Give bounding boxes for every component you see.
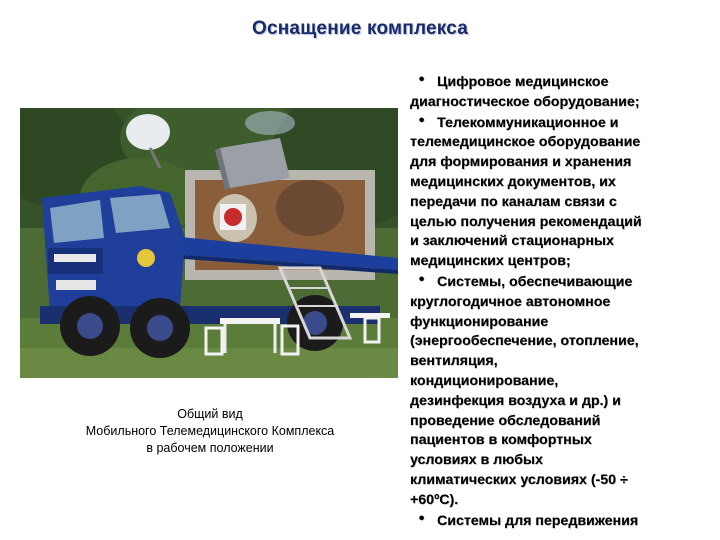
bullet-text: Цифровое медицинское: [437, 74, 609, 90]
mobile-medical-truck-illustration: [20, 108, 398, 378]
bullet-text: для формирования и хранения: [410, 154, 632, 171]
bullet-text: вентиляция,: [410, 353, 498, 370]
bullet-text: целью получения рекомендаций: [410, 213, 642, 230]
bullet-text: функционирование: [410, 313, 549, 330]
bullet-item: [410, 511, 715, 532]
bullet-icon: •: [418, 111, 425, 129]
bullet-text: медицинских центров;: [410, 253, 571, 270]
bullet-text: диагностическое оборудование;: [410, 93, 640, 110]
bullet-item: [410, 272, 715, 511]
caption-line: Мобильного Телемедицинского Комплекса: [85, 424, 335, 438]
equipment-bullet-list: [410, 72, 715, 531]
bullet-text: (энергообеспечение, отопление,: [410, 333, 639, 350]
bullet-text: Системы, обеспечивающие: [437, 273, 633, 290]
bullet-text: климатических условиях (-50 ÷: [410, 471, 628, 488]
bullet-item: [410, 72, 715, 113]
bullet-text: условиях в любых: [410, 452, 543, 469]
bullet-icon: •: [418, 509, 425, 527]
bullet-text: круглогодичное автономное: [410, 293, 611, 310]
caption-line: Общий вид: [177, 407, 243, 421]
bullet-text: медицинских документов, их: [410, 173, 616, 190]
bullet-icon: •: [418, 71, 425, 88]
bullet-text: проведение обследований: [410, 412, 601, 429]
bullet-text: пациентов в комфортных: [410, 432, 592, 449]
bullet-text: Телекоммуникационное и: [437, 114, 619, 131]
bullet-item: [410, 113, 715, 272]
caption-line: в рабочем положении: [146, 441, 274, 455]
bullet-text: телемедицинское оборудование: [410, 134, 641, 151]
bullet-text: Системы для передвижения: [437, 512, 639, 529]
bullet-text: +60ºС).: [410, 491, 459, 508]
truck-photo: [20, 108, 398, 378]
bullet-text: дезинфекция воздуха и др.) и: [410, 392, 621, 409]
bullet-text: передачи по каналам связи с: [410, 193, 617, 210]
photo-caption: [20, 406, 400, 457]
bullet-text: и заключений стационарных: [410, 233, 614, 250]
bullet-icon: •: [418, 270, 425, 288]
bullet-text: кондиционирование,: [410, 372, 559, 389]
page-title: Оснащение комплекса: [252, 18, 468, 39]
